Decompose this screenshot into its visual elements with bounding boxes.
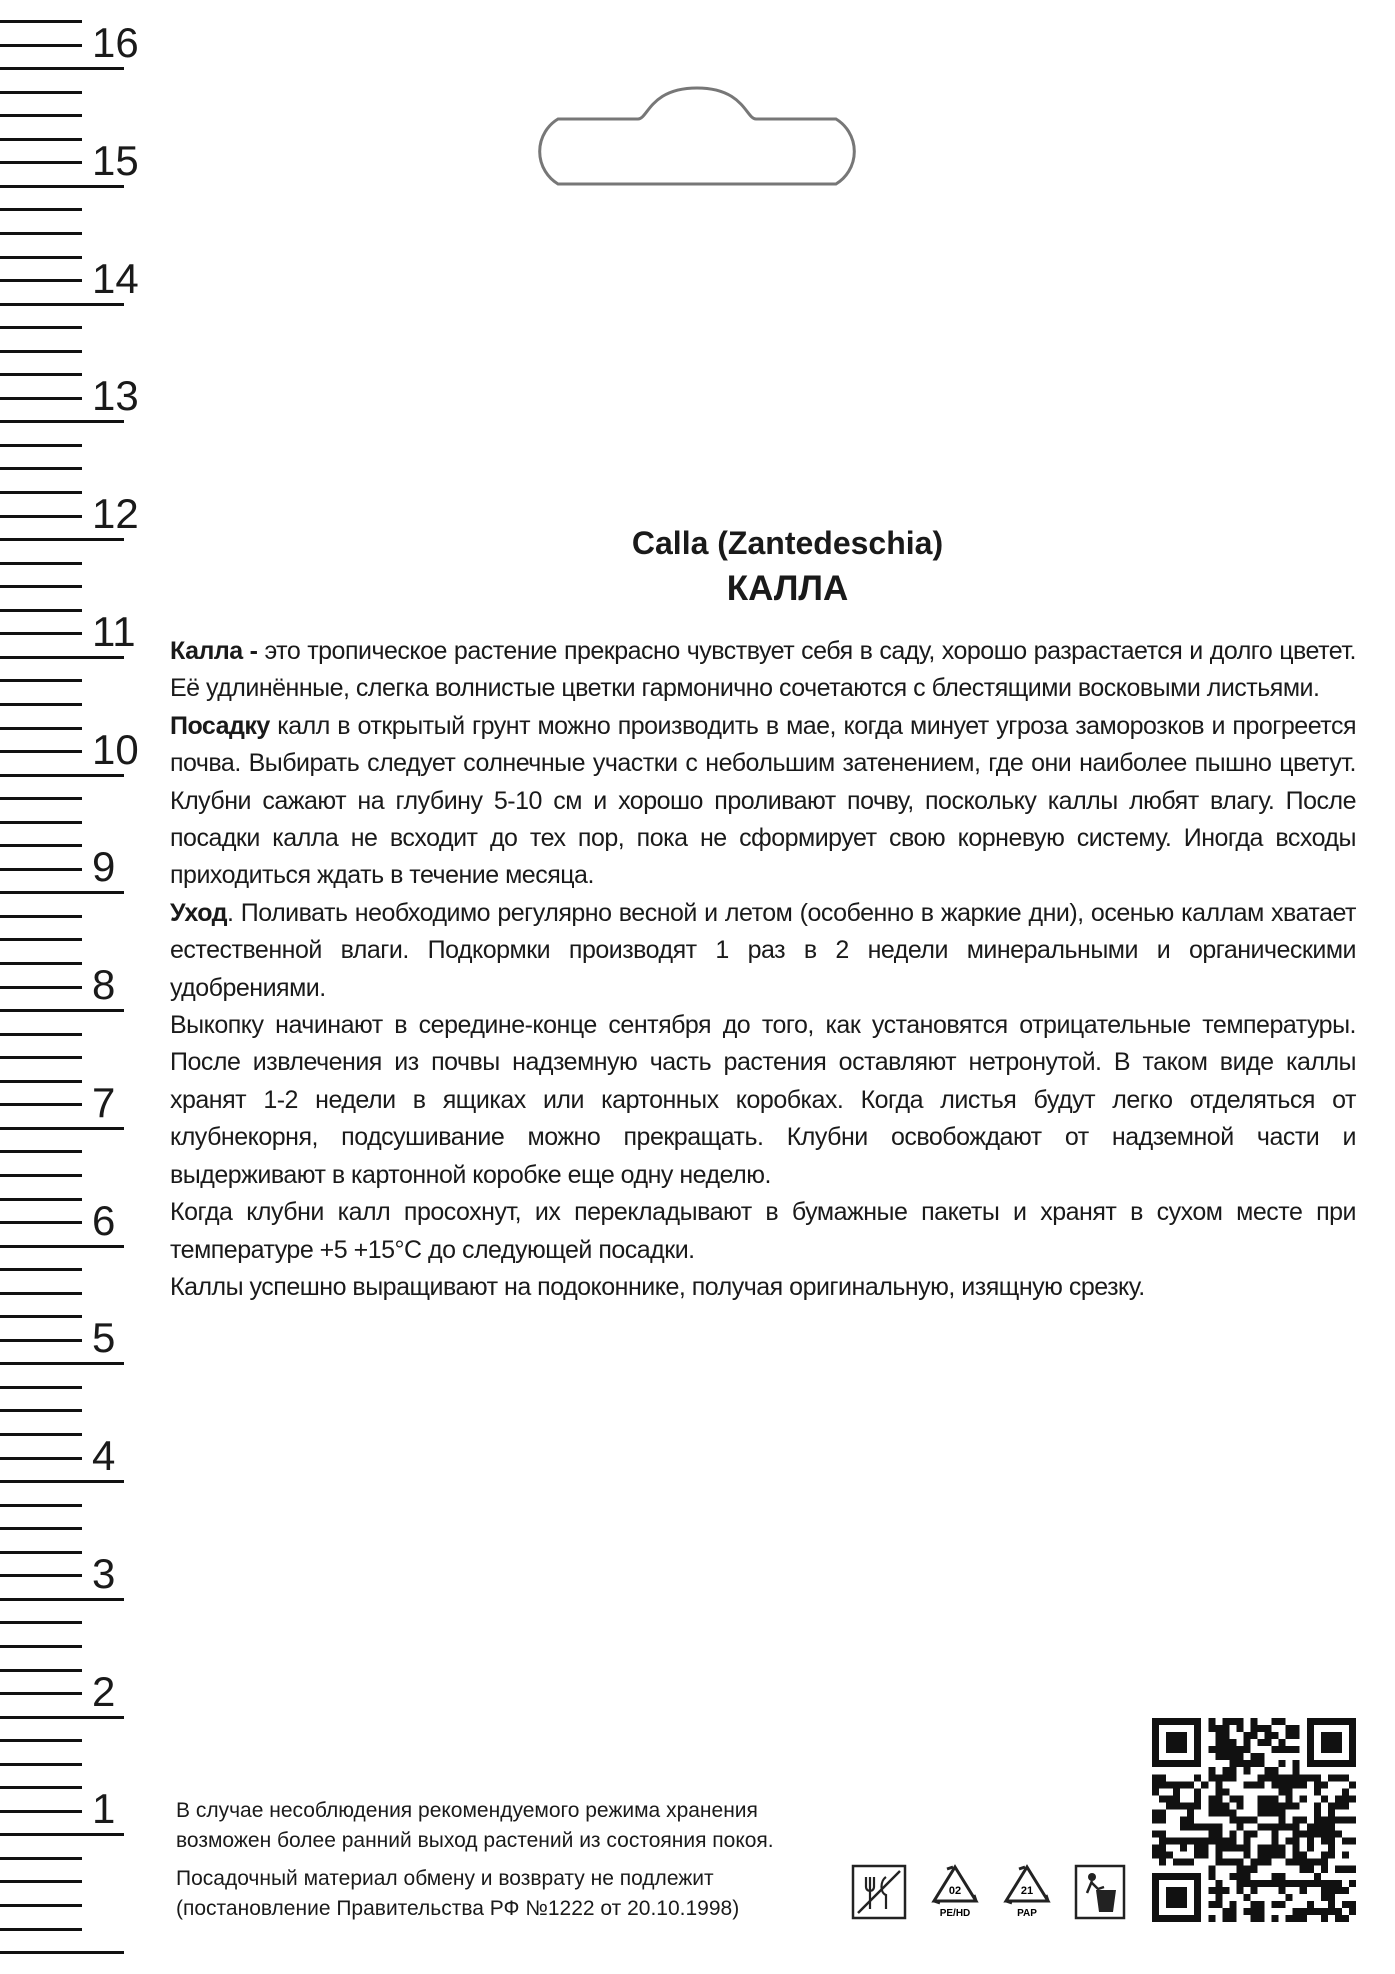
ruler-tick <box>0 1174 82 1177</box>
ruler-tick <box>0 679 82 682</box>
ruler-tick <box>0 538 124 541</box>
ruler-label: 9 <box>92 843 116 891</box>
ruler-tick <box>0 256 82 259</box>
ruler-tick <box>0 1386 82 1389</box>
ruler-tick <box>0 1457 82 1460</box>
paragraph-text: Когда клубни калл просохнут, их перекладывают в бумажные пакеты и хранят в сухом месте при температуре +5 +15°С до следующей посадки. <box>170 1198 1356 1264</box>
ruler-label: 7 <box>92 1078 116 1126</box>
recycle-label-pe-hd: PE/HD <box>939 1908 971 1919</box>
ruler-label: 2 <box>92 1667 116 1715</box>
ruler-tick <box>0 467 82 470</box>
title-latin: Calla (Zantedeschia) <box>631 525 944 561</box>
ruler-tick <box>0 1033 82 1036</box>
ruler <box>0 0 140 1974</box>
ruler-tick <box>0 1268 82 1271</box>
ruler-label: 1 <box>92 1785 116 1833</box>
ruler-tick <box>0 727 82 730</box>
storage-warning-line1: В случае несоблюдения рекомендуемого режима хранения <box>176 1799 758 1822</box>
exchange-notice <box>176 1864 876 1924</box>
ruler-tick <box>0 1080 82 1083</box>
ruler-tick <box>0 420 124 423</box>
storage-warning <box>176 1796 876 1856</box>
recycle-label-pap: PAP <box>1017 1908 1037 1919</box>
not-food-contact-icon <box>850 1863 908 1921</box>
ruler-label: 12 <box>92 490 139 538</box>
ruler-tick <box>0 1716 124 1719</box>
ruler-tick <box>0 844 82 847</box>
ruler-tick <box>0 161 82 164</box>
ruler-tick <box>0 609 82 612</box>
recycle-pap-icon <box>1002 1863 1052 1921</box>
qr-code <box>1152 1718 1356 1922</box>
exchange-notice-line2: (постановление Правительства РФ №1222 от 20.10.1998) <box>176 1897 740 1920</box>
ruler-tick <box>0 1339 82 1342</box>
ruler-tick <box>0 1645 82 1648</box>
ruler-label: 13 <box>92 372 139 420</box>
ruler-tick <box>0 1127 124 1130</box>
hanger-hole <box>518 86 876 186</box>
ruler-tick <box>0 891 124 894</box>
ruler-tick <box>0 632 82 635</box>
ruler-tick <box>0 1810 82 1813</box>
ruler-tick <box>0 208 82 211</box>
ruler-tick <box>0 585 82 588</box>
ruler-tick <box>0 91 82 94</box>
ruler-tick <box>0 397 82 400</box>
ruler-tick <box>0 750 82 753</box>
ruler-tick <box>0 1527 82 1530</box>
ruler-tick <box>0 1833 124 1836</box>
paragraph-text: калл в открытый грунт можно производить в мае, когда минует угроза заморозков и прогреется почва. Выбирать следует солнечные участки с небольшим затенением, где они наиболее пышно цветут. Клубни сажают на глубину 5-10 см и хорошо проливают почву, поскольку каллы любят влагу. После посадки калла не всходит до тех пор, пока не сформирует свою корневую систему. Иногда всходы приходиться ждать в течение месяца. <box>170 711 1356 890</box>
paragraph <box>170 895 1356 1007</box>
ruler-tick <box>0 1221 82 1224</box>
ruler-tick <box>0 373 82 376</box>
paragraph <box>170 633 1356 708</box>
ruler-label: 15 <box>92 136 139 184</box>
ruler-label: 16 <box>92 19 139 67</box>
ruler-tick <box>0 1692 82 1695</box>
ruler-tick <box>0 821 82 824</box>
ruler-tick <box>0 1103 82 1106</box>
ruler-tick <box>0 1904 82 1907</box>
ruler-tick <box>0 1857 82 1860</box>
ruler-tick <box>0 232 82 235</box>
paragraph-text: Каллы успешно выращивают на подоконнике, получая оригинальную, изящную срезку. <box>170 1272 1145 1301</box>
ruler-tick <box>0 703 82 706</box>
ruler-tick <box>0 1598 124 1601</box>
ruler-tick <box>0 1198 82 1201</box>
ruler-tick <box>0 1669 82 1672</box>
ruler-tick <box>0 962 82 965</box>
recycle-pe-hd-icon <box>930 1863 980 1921</box>
paragraph <box>170 708 1356 895</box>
paragraph <box>170 1194 1356 1269</box>
ruler-tick <box>0 138 82 141</box>
packaging-icons <box>850 1863 1126 1921</box>
ruler-label: 11 <box>92 607 136 655</box>
paragraph-lead: Уход <box>170 898 228 927</box>
ruler-tick <box>0 350 82 353</box>
ruler-tick <box>0 1951 124 1954</box>
ruler-tick <box>0 938 82 941</box>
paragraph-text: . Поливать необходимо регулярно весной и летом (особенно в жаркие дни), осенью каллам хватает естественной влаги. Подкормки производят 1 раз в 2 недели минеральными и органическими удобрениями. <box>170 898 1356 1002</box>
ruler-label: 10 <box>92 725 139 773</box>
recycle-code-21: 21 <box>1020 1885 1034 1897</box>
ruler-tick <box>0 1315 82 1318</box>
paragraph-text: это тропическое растение прекрасно чувствует себя в саду, хорошо разрастается и долго цветет. Её удлинённые, слегка волнистые цветки гармонично сочетаются с блестящими восковыми листьями. <box>170 637 1357 703</box>
ruler-tick <box>0 44 82 47</box>
ruler-tick <box>0 774 124 777</box>
ruler-tick <box>0 915 82 918</box>
ruler-tick <box>0 1739 82 1742</box>
ruler-tick <box>0 303 124 306</box>
ruler-tick <box>0 67 124 70</box>
ruler-tick <box>0 1551 82 1554</box>
paragraph <box>170 1007 1356 1194</box>
paragraph-text: Выкопку начинают в середине-конце сентября до того, как установятся отрицательные температуры. После извлечения из почвы надземную часть растения оставляют нетронутой. В таком виде каллы хранят 1-2 недели в ящиках или картонных коробках. Когда листья будут легко отделяться от клубнекорня, подсушивание можно прекращать. Клубни освобождают от надземной части и выдерживают в картонной коробке еще одну неделю. <box>170 1011 1356 1189</box>
ruler-label: 4 <box>92 1432 116 1480</box>
ruler-tick <box>0 1433 82 1436</box>
ruler-tick <box>0 1880 82 1883</box>
ruler-label: 3 <box>92 1549 116 1597</box>
ruler-tick <box>0 1504 82 1507</box>
ruler-tick <box>0 515 82 518</box>
trash-bin-icon <box>1074 1864 1126 1920</box>
ruler-tick <box>0 491 82 494</box>
storage-warning-line2: возможен более ранний выход растений из состояния покоя. <box>176 1829 774 1852</box>
ruler-label: 5 <box>92 1314 116 1362</box>
ruler-tick <box>0 562 82 565</box>
ruler-label: 14 <box>92 254 139 302</box>
ruler-tick <box>0 868 82 871</box>
ruler-tick <box>0 1574 82 1577</box>
ruler-tick <box>0 1150 82 1153</box>
recycle-code-02: 02 <box>948 1885 962 1897</box>
ruler-tick <box>0 797 82 800</box>
paragraph-lead: Посадку <box>170 711 270 740</box>
ruler-tick <box>0 656 124 659</box>
ruler-tick <box>0 326 82 329</box>
ruler-label: 8 <box>92 961 116 1009</box>
ruler-tick <box>0 1292 82 1295</box>
ruler-tick <box>0 1928 82 1931</box>
ruler-tick <box>0 20 82 23</box>
ruler-tick <box>0 1621 82 1624</box>
ruler-tick <box>0 1009 124 1012</box>
ruler-tick <box>0 1056 82 1059</box>
ruler-tick <box>0 444 82 447</box>
ruler-tick <box>0 114 82 117</box>
ruler-tick <box>0 1763 82 1766</box>
ruler-tick <box>0 986 82 989</box>
ruler-tick <box>0 1409 82 1412</box>
paragraph-lead: Калла - <box>170 637 258 665</box>
ruler-tick <box>0 1480 124 1483</box>
ruler-tick <box>0 1245 124 1248</box>
ruler-label: 6 <box>92 1196 116 1244</box>
ruler-tick <box>0 279 82 282</box>
ruler-tick <box>0 1786 82 1789</box>
paragraph <box>170 1269 1356 1306</box>
description <box>170 633 1356 1306</box>
ruler-tick <box>0 185 124 188</box>
exchange-notice-line1: Посадочный материал обмену и возврату не подлежит <box>176 1867 714 1890</box>
ruler-tick <box>0 1362 124 1365</box>
title-russian: КАЛЛА <box>726 569 849 608</box>
